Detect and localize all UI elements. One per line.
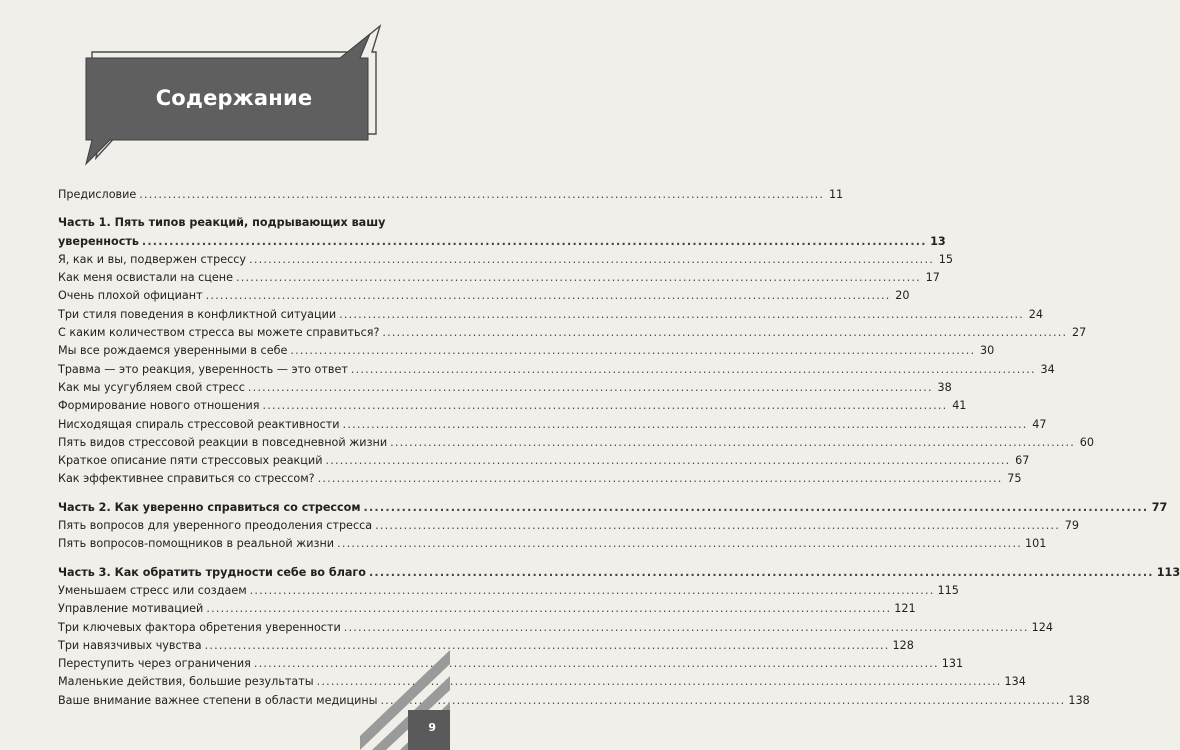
leader-dots bbox=[351, 361, 1036, 379]
leader-dots bbox=[139, 186, 824, 204]
toc-entry-label: Мы все рождаемся уверенными в себе bbox=[58, 344, 288, 358]
toc-entry[interactable] bbox=[58, 452, 1030, 470]
toc-entry[interactable] bbox=[58, 416, 1047, 434]
toc-part-3[interactable] bbox=[58, 564, 1180, 582]
toc-entry-page: 34 bbox=[1040, 362, 1055, 376]
toc-entry-page: 47 bbox=[1032, 417, 1047, 431]
toc-entry-label: Как меня освистали на сцене bbox=[58, 271, 233, 285]
leader-dots bbox=[236, 269, 921, 287]
toc-entry-page: 75 bbox=[1007, 472, 1022, 486]
toc-entry-label: Уменьшаем стресс или создаем bbox=[58, 583, 247, 597]
toc-entry-label: Маленькие действия, большие результаты bbox=[58, 675, 314, 689]
leader-dots bbox=[205, 637, 890, 655]
leader-dots bbox=[382, 324, 1067, 342]
toc-entry[interactable] bbox=[58, 582, 959, 600]
toc-entry[interactable] bbox=[58, 361, 1055, 379]
toc-entry-label: Травма — это реакция, уверенность — это ответ bbox=[58, 362, 348, 376]
page-title: Содержание bbox=[155, 86, 313, 110]
part-1-title-line1[interactable]: Часть 1. Пять типов реакций, подрывающих вашу bbox=[58, 216, 386, 230]
toc-entry-label: Очень плохой официант bbox=[58, 289, 203, 303]
toc-entry[interactable] bbox=[58, 306, 1044, 324]
toc-entry-page: 17 bbox=[925, 271, 940, 285]
corner-stripes-decoration bbox=[360, 620, 450, 750]
toc-entry-page: 124 bbox=[1031, 620, 1053, 634]
toc-entry-label: уверенность bbox=[58, 234, 139, 248]
toc-entry-page: 41 bbox=[952, 399, 967, 413]
toc-entry[interactable] bbox=[58, 269, 940, 287]
toc-entry[interactable] bbox=[58, 251, 953, 269]
toc-entry[interactable] bbox=[58, 470, 1022, 488]
leader-dots bbox=[375, 517, 1060, 535]
leader-dots bbox=[318, 470, 1003, 488]
toc-entry-page: 121 bbox=[894, 602, 916, 616]
toc-entry-label: Пять видов стрессовой реакции в повседневной жизни bbox=[58, 435, 388, 449]
toc-entry-page: 113 bbox=[1156, 565, 1180, 579]
toc-entry[interactable] bbox=[58, 692, 1090, 710]
leader-dots bbox=[390, 434, 1075, 452]
table-of-contents bbox=[58, 186, 1180, 710]
toc-entry-label: Как эффективнее справиться со стрессом? bbox=[58, 472, 315, 486]
toc-entry-label: С каким количеством стресса вы можете справиться? bbox=[58, 326, 380, 340]
leader-dots bbox=[249, 251, 934, 269]
toc-entry-label: Как мы усугубляем свой стресс bbox=[58, 380, 245, 394]
leader-dots bbox=[325, 452, 1010, 470]
leader-dots bbox=[290, 342, 975, 360]
toc-entry-label: Ваше внимание важнее степени в области медицины bbox=[58, 693, 378, 707]
leader-dots bbox=[369, 564, 1154, 582]
leader-dots bbox=[206, 600, 891, 618]
toc-entry-page: 27 bbox=[1072, 326, 1087, 340]
leader-dots bbox=[339, 306, 1024, 324]
toc-part-1[interactable] bbox=[58, 233, 946, 251]
leader-dots bbox=[254, 655, 939, 673]
toc-entry-page: 13 bbox=[930, 234, 946, 248]
leader-dots bbox=[343, 416, 1028, 434]
toc-entry[interactable] bbox=[58, 342, 995, 360]
toc-entry[interactable] bbox=[58, 397, 967, 415]
toc-entry-label: Нисходящая спираль стрессовой реактивности bbox=[58, 417, 340, 431]
leader-dots bbox=[263, 397, 948, 415]
toc-entry-page: 138 bbox=[1068, 693, 1090, 707]
toc-entry-label: Предисловие bbox=[58, 188, 137, 201]
toc-entry-page: 134 bbox=[1004, 675, 1026, 689]
leader-dots bbox=[142, 233, 927, 251]
toc-entry-page: 60 bbox=[1079, 435, 1094, 449]
toc-entry[interactable] bbox=[58, 517, 1079, 535]
toc-entry-page: 38 bbox=[937, 380, 952, 394]
toc-entry-label: Часть 2. Как уверенно справиться со стрессом bbox=[58, 500, 361, 514]
toc-entry[interactable] bbox=[58, 619, 1053, 637]
leader-dots bbox=[248, 379, 933, 397]
toc-entry-label: Три навязчивых чувства bbox=[58, 638, 202, 652]
leader-dots bbox=[250, 582, 935, 600]
toc-entry[interactable] bbox=[58, 379, 952, 397]
toc-entry-preface[interactable] bbox=[58, 186, 844, 204]
leader-dots bbox=[337, 535, 1022, 553]
leader-dots bbox=[381, 692, 1066, 710]
title-speech-bubble bbox=[0, 0, 450, 170]
toc-entry-page: 11 bbox=[828, 188, 844, 201]
toc-entry-page: 67 bbox=[1015, 454, 1030, 468]
leader-dots bbox=[206, 287, 891, 305]
toc-entry[interactable] bbox=[58, 287, 910, 305]
toc-entry-page: 30 bbox=[980, 344, 995, 358]
toc-entry[interactable] bbox=[58, 535, 1047, 553]
toc-entry-label: Переступить через ограничения bbox=[58, 657, 251, 671]
toc-entry-page: 101 bbox=[1024, 537, 1047, 551]
toc-entry-label: Пять вопросов-помощников в реальной жизни bbox=[58, 537, 335, 551]
toc-entry-page: 128 bbox=[892, 638, 914, 652]
toc-entry[interactable] bbox=[58, 600, 916, 618]
toc-entry-page: 15 bbox=[938, 252, 953, 266]
toc-entry[interactable] bbox=[58, 434, 1094, 452]
toc-entry[interactable] bbox=[58, 324, 1087, 342]
page-number: 9 bbox=[428, 721, 436, 734]
toc-entry[interactable] bbox=[58, 637, 914, 655]
toc-entry[interactable] bbox=[58, 655, 964, 673]
toc-entry-label: Пять вопросов для уверенного преодоления стресса bbox=[58, 519, 373, 533]
toc-part-2[interactable] bbox=[58, 499, 1168, 517]
toc-entry-page: 20 bbox=[895, 289, 910, 303]
leader-dots bbox=[364, 499, 1149, 517]
toc-entry-page: 115 bbox=[937, 583, 959, 597]
toc-entry-label: Часть 3. Как обратить трудности себе во благо bbox=[58, 565, 366, 579]
toc-entry-page: 77 bbox=[1151, 500, 1168, 514]
toc-entry-page: 131 bbox=[941, 657, 964, 671]
toc-entry-page: 79 bbox=[1064, 519, 1079, 533]
toc-entry-label: Я, как и вы, подвержен стрессу bbox=[58, 252, 247, 266]
toc-entry-label: Формирование нового отношения bbox=[58, 399, 260, 413]
toc-entry-label: Три стиля поведения в конфликтной ситуации bbox=[58, 307, 337, 321]
toc-entry-label: Три ключевых фактора обретения уверенности bbox=[58, 620, 341, 634]
toc-entry-label: Краткое описание пяти стрессовых реакций bbox=[58, 454, 323, 468]
toc-entry-label: Управление мотивацией bbox=[58, 602, 204, 616]
toc-entry-page: 24 bbox=[1028, 307, 1044, 321]
toc-entry[interactable] bbox=[58, 673, 1026, 691]
